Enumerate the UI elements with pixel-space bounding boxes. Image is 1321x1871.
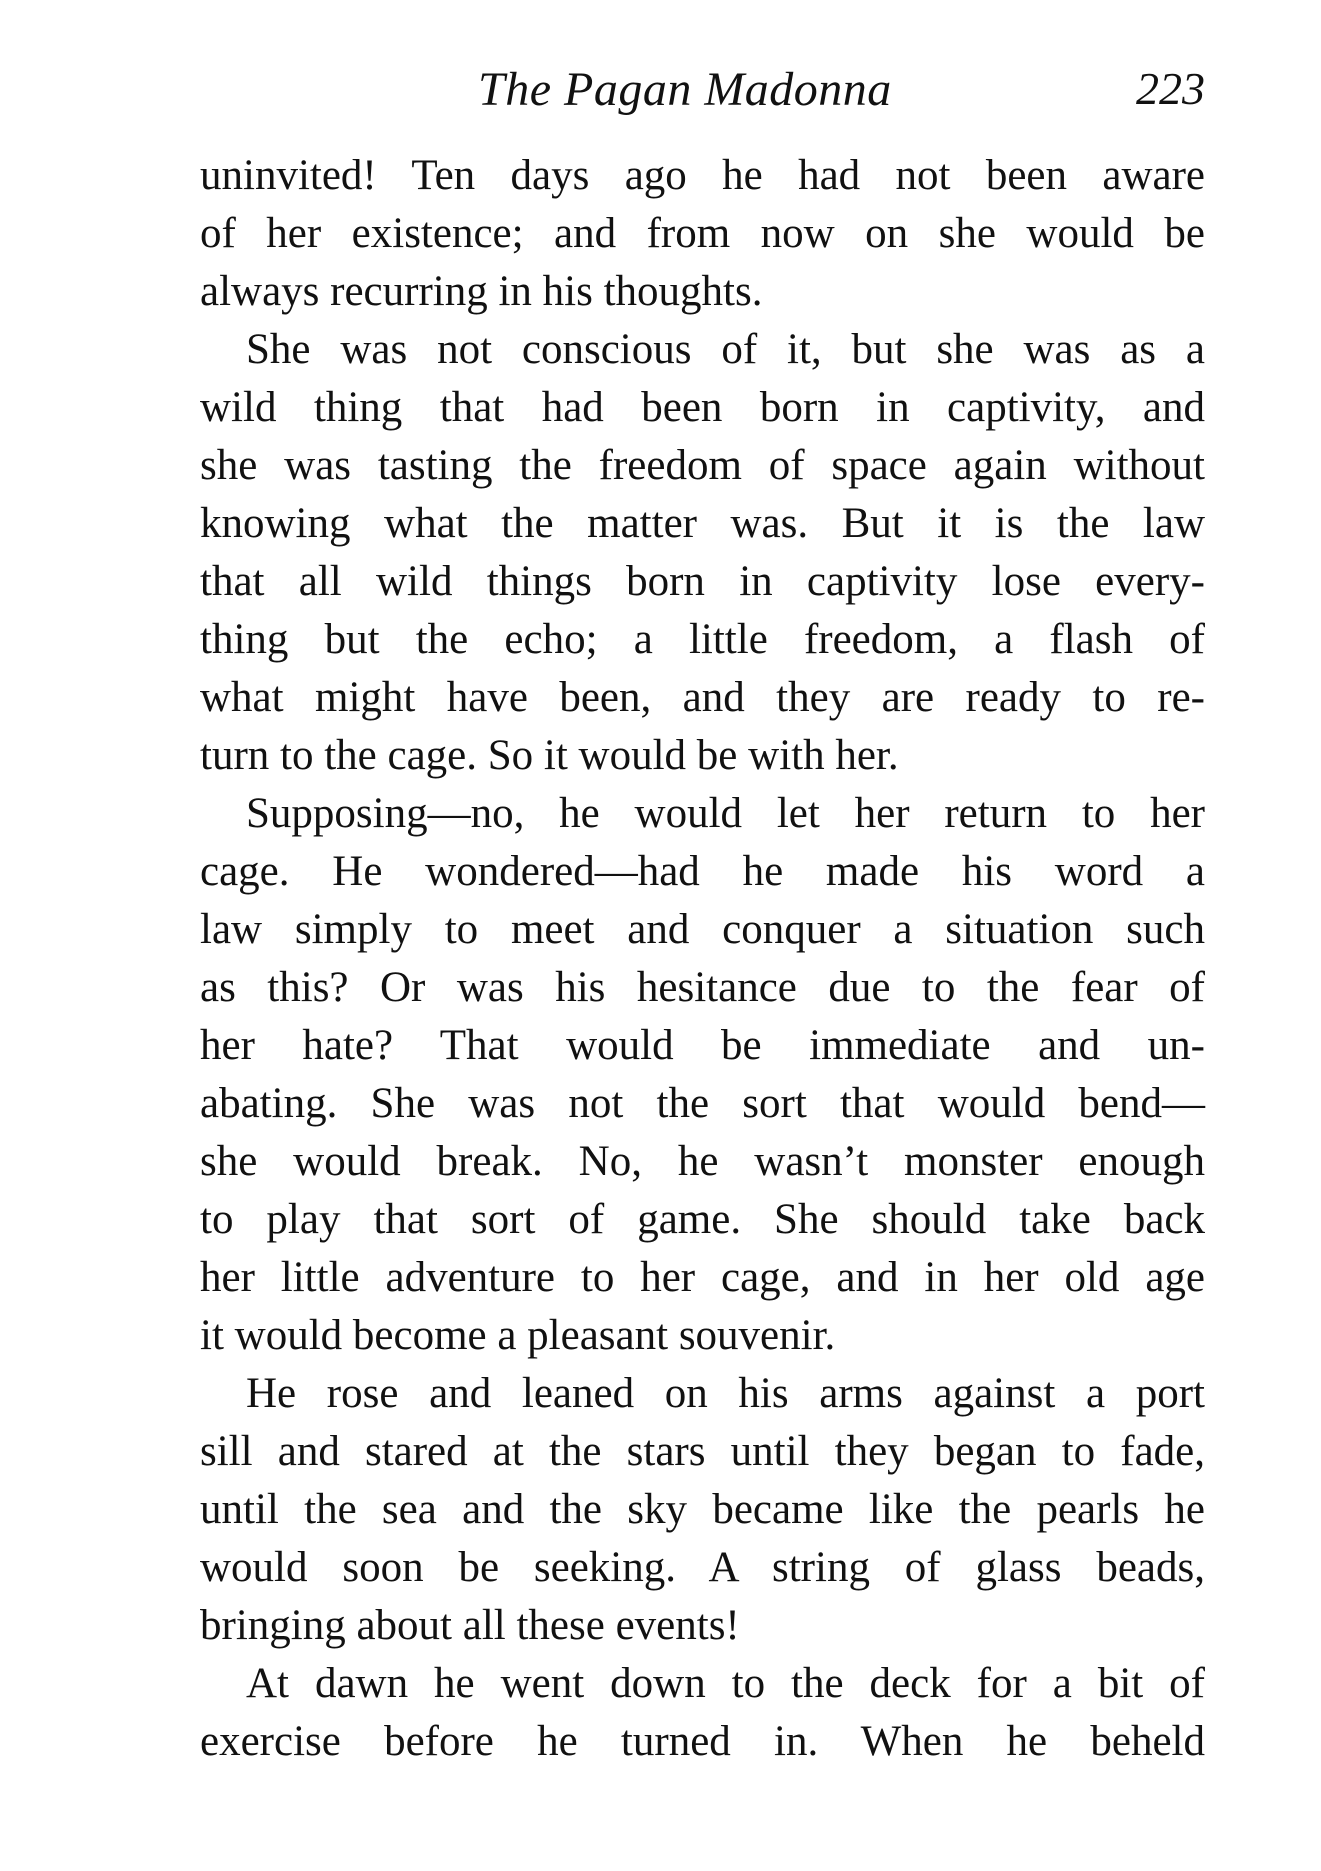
text-line: until the sea and the sky became like the pearls he: [200, 1486, 1205, 1533]
paragraph: [200, 321, 1205, 785]
text-line: She was not conscious of it, but she was as a: [246, 326, 1205, 373]
text-line: cage. He wondered—had he made his word a: [200, 848, 1205, 895]
text-line: to play that sort of game. She should take back: [200, 1196, 1205, 1243]
text-line: Supposing—no, he would let her return to her: [246, 790, 1205, 837]
text-line: At dawn he went down to the deck for a bit of: [246, 1660, 1205, 1707]
text-line: thing but the echo; a little freedom, a flash of: [200, 616, 1205, 663]
text-line: turn to the cage. So it would be with her.: [200, 732, 899, 779]
text-line: her little adventure to her cage, and in her old age: [200, 1254, 1205, 1301]
paragraph: [200, 1365, 1205, 1655]
page-number: 223: [1136, 63, 1205, 114]
text-line: that all wild things born in captivity lose every-: [200, 558, 1205, 605]
page-header: [200, 62, 1205, 122]
paragraph: [200, 785, 1205, 1365]
text-line: sill and stared at the stars until they began to fade,: [200, 1428, 1205, 1475]
text-line: wild thing that had been born in captivity, and: [200, 384, 1205, 431]
text-line: knowing what the matter was. But it is the law: [200, 500, 1205, 547]
paragraph: [200, 147, 1205, 321]
body-text: [200, 147, 1205, 1771]
running-title: The Pagan Madonna: [478, 63, 892, 116]
text-line: bringing about all these events!: [200, 1602, 740, 1649]
paragraph: [200, 1655, 1205, 1771]
text-line: exercise before he turned in. When he beheld: [200, 1718, 1205, 1765]
text-line: she would break. No, he wasn’t monster enough: [200, 1138, 1205, 1185]
text-line: she was tasting the freedom of space again without: [200, 442, 1205, 489]
text-line: He rose and leaned on his arms against a port: [246, 1370, 1205, 1417]
text-line: as this? Or was his hesitance due to the fear of: [200, 964, 1205, 1011]
text-line: uninvited! Ten days ago he had not been aware: [200, 152, 1205, 199]
text-line: abating. She was not the sort that would bend—: [200, 1080, 1205, 1127]
text-line: would soon be seeking. A string of glass beads,: [200, 1544, 1205, 1591]
text-line: always recurring in his thoughts.: [200, 268, 763, 315]
text-line: of her existence; and from now on she would be: [200, 210, 1205, 257]
text-line: her hate? That would be immediate and un-: [200, 1022, 1205, 1069]
text-line: what might have been, and they are ready to re-: [200, 674, 1205, 721]
text-line: it would become a pleasant souvenir.: [200, 1312, 836, 1359]
text-line: law simply to meet and conquer a situation such: [200, 906, 1205, 953]
